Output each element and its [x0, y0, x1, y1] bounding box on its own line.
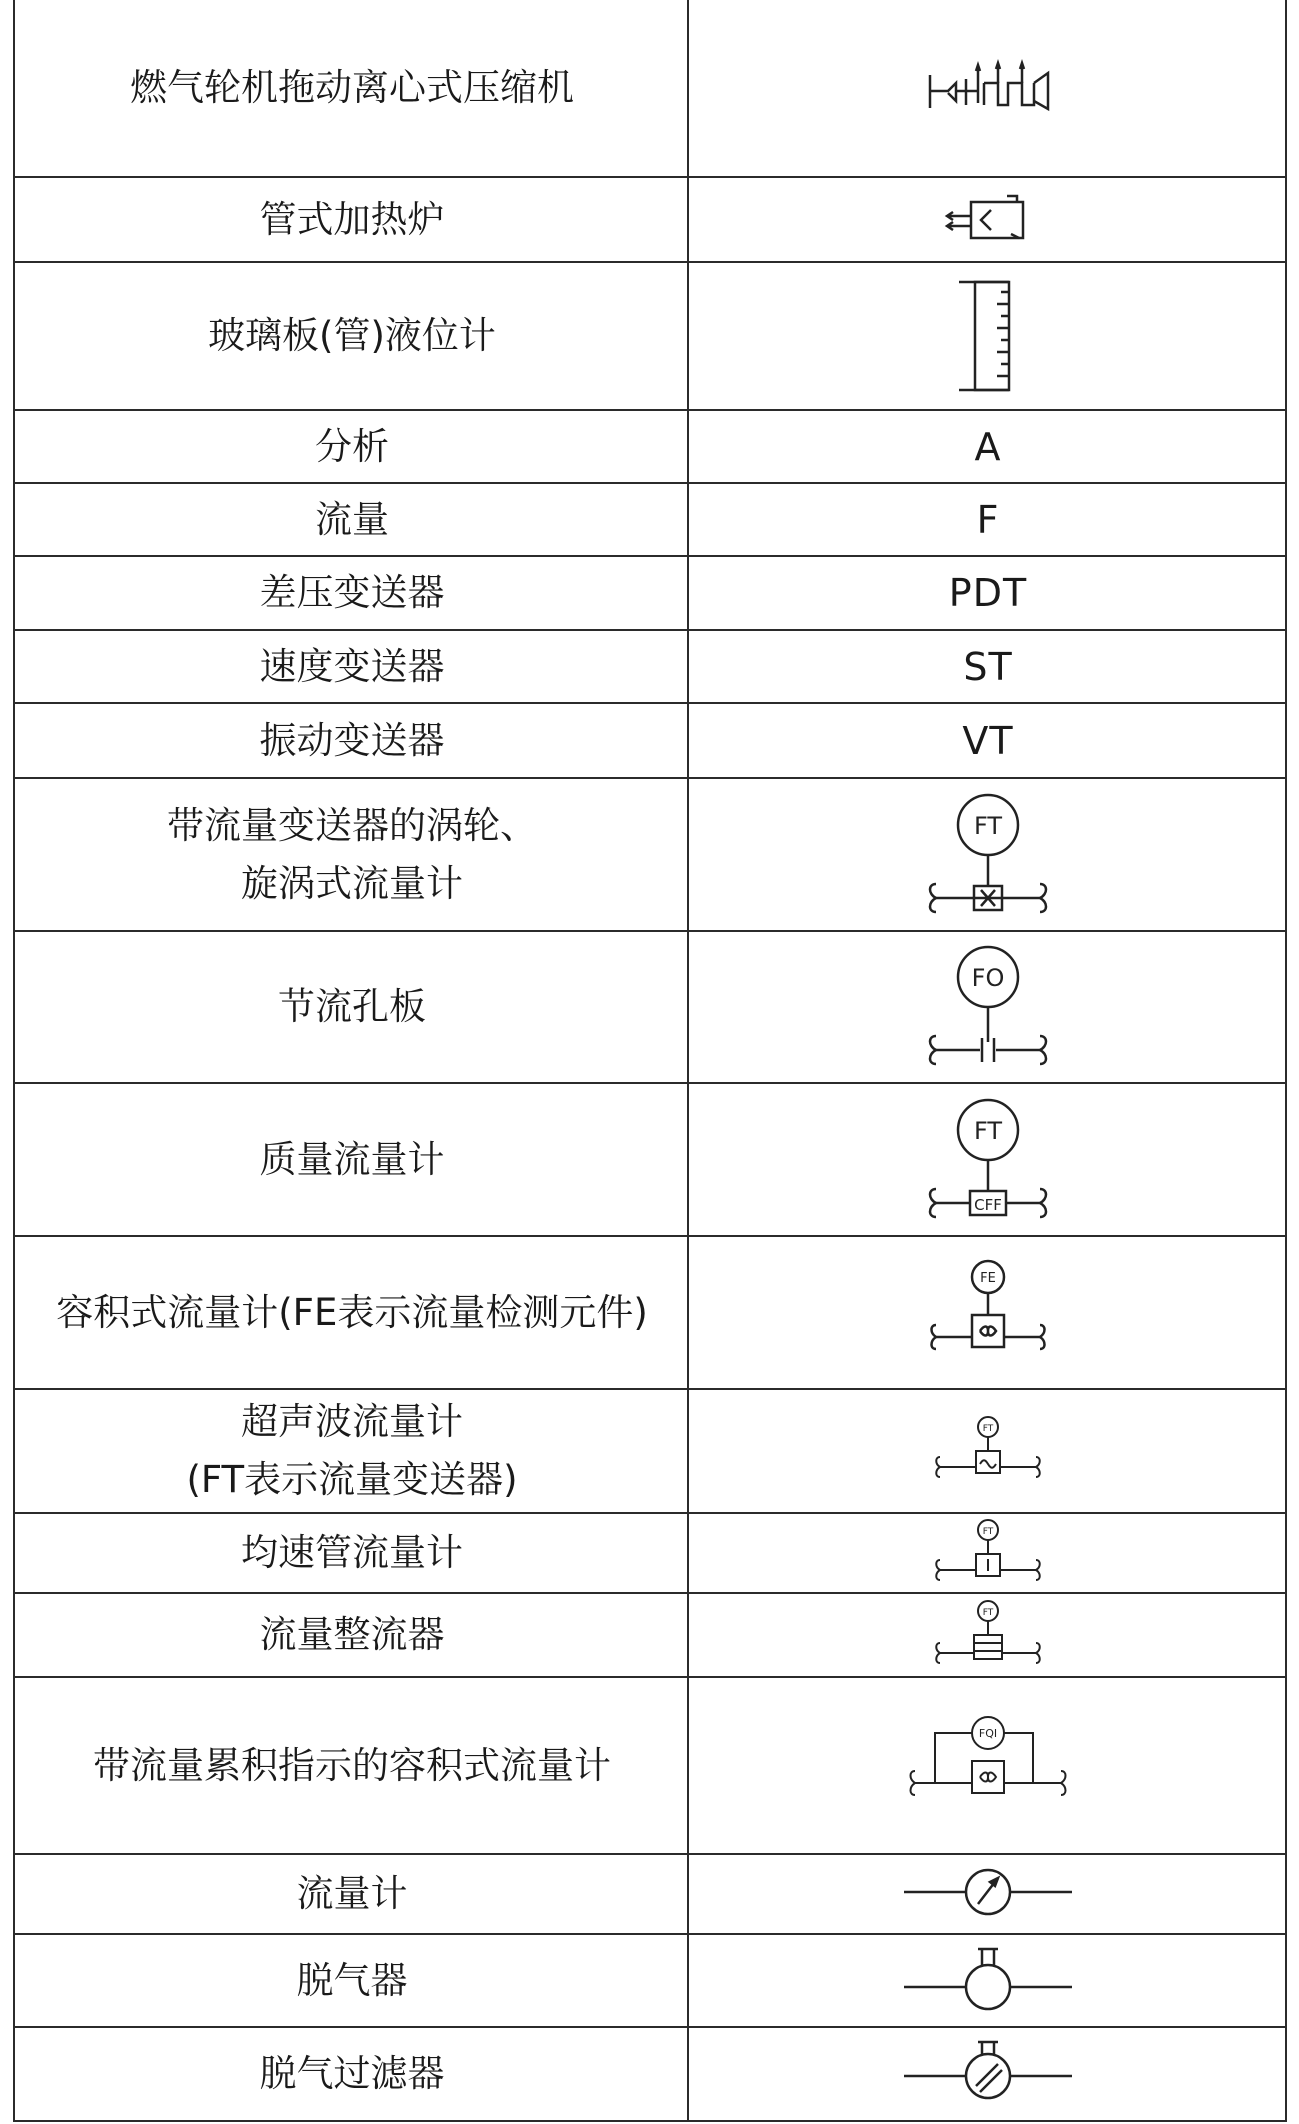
table-row	[13, 1855, 1287, 1935]
instrument-tag: FT	[982, 1527, 994, 1537]
row-symbol: A	[974, 424, 1002, 469]
flow-meter-gauge-icon	[898, 1864, 1078, 1924]
table-row	[13, 557, 1287, 631]
glass-level-gauge-icon	[953, 276, 1023, 396]
degasser-icon	[898, 1943, 1078, 2019]
row-name: 流量整流器	[259, 1613, 445, 1656]
row-name: 脱气过滤器	[259, 2052, 445, 2095]
row-symbol: VT	[962, 718, 1014, 763]
positive-displacement-flowmeter-icon	[918, 1253, 1058, 1373]
instrument-tag: FT	[982, 1608, 994, 1618]
row-name: 脱气器	[296, 1958, 408, 2002]
row-symbol: ST	[963, 644, 1013, 689]
row-name: 分析	[315, 424, 389, 468]
gas-turbine-compressor-icon	[918, 53, 1058, 123]
row-name: 均速管流量计	[241, 1531, 463, 1574]
turbine-flowmeter-icon	[918, 790, 1058, 920]
instrument-tag: FO	[971, 964, 1005, 992]
row-name: 速度变送器	[259, 644, 445, 688]
row-name: 流量	[315, 497, 389, 541]
table-row	[13, 1390, 1287, 1514]
table-row	[13, 1514, 1287, 1594]
instrument-tag: FT	[973, 1116, 1003, 1145]
row-name: 燃气轮机拖动离心式压缩机	[130, 66, 574, 109]
table-row	[13, 263, 1287, 411]
instrument-tag-secondary: CFF	[974, 1195, 1002, 1214]
instrument-tag: FT	[982, 1424, 994, 1434]
row-name: 容积式流量计(FE表示流量检测元件)	[56, 1290, 648, 1334]
table-row	[13, 1084, 1287, 1237]
row-name-line: 带流量变送器的涡轮、	[167, 803, 537, 847]
table-row	[13, 779, 1287, 932]
row-name: 节流孔板	[278, 985, 426, 1028]
table-row	[13, 0, 1287, 178]
row-name: 振动变送器	[259, 718, 445, 762]
degassing-filter-icon	[898, 2036, 1078, 2112]
row-name: 带流量累积指示的容积式流量计	[93, 1743, 611, 1787]
row-symbol: F	[976, 497, 1000, 542]
table-row	[13, 484, 1287, 557]
instrument-tag: FT	[973, 811, 1003, 840]
totalizing-pd-flowmeter-icon	[903, 1711, 1073, 1821]
ultrasonic-flowmeter-icon	[928, 1411, 1048, 1491]
instrument-tag: FE	[980, 1270, 996, 1286]
row-name: 差压变送器	[259, 571, 445, 614]
table-row	[13, 178, 1287, 263]
averaging-pitot-flowmeter-icon	[928, 1516, 1048, 1590]
table-row	[13, 1237, 1287, 1390]
row-name-line: 旋涡式流量计	[241, 861, 463, 905]
table-row	[13, 631, 1287, 704]
row-symbol: PDT	[948, 571, 1028, 615]
orifice-plate-icon	[918, 942, 1058, 1072]
mass-flowmeter-icon	[918, 1095, 1058, 1225]
table-row	[13, 1594, 1287, 1678]
row-name: 管式加热炉	[259, 197, 445, 241]
row-name: 流量计	[296, 1872, 408, 1915]
instrument-tag: FQI	[978, 1726, 998, 1740]
table-row	[13, 2028, 1287, 2122]
row-name: 玻璃板(管)液位计	[208, 314, 496, 357]
row-name-line: 超声波流量计	[240, 1400, 463, 1443]
table-row	[13, 1935, 1287, 2028]
row-name	[15, 779, 689, 930]
table-row	[13, 1678, 1287, 1855]
table-row	[13, 411, 1287, 484]
row-name: 质量流量计	[259, 1137, 445, 1181]
table-row	[13, 932, 1287, 1084]
tube-heater-icon	[943, 192, 1033, 248]
table-row	[13, 704, 1287, 779]
row-name-line: (FT表示流量变送器)	[186, 1458, 518, 1501]
row-name	[15, 1390, 689, 1512]
flow-conditioner-icon	[928, 1597, 1048, 1673]
